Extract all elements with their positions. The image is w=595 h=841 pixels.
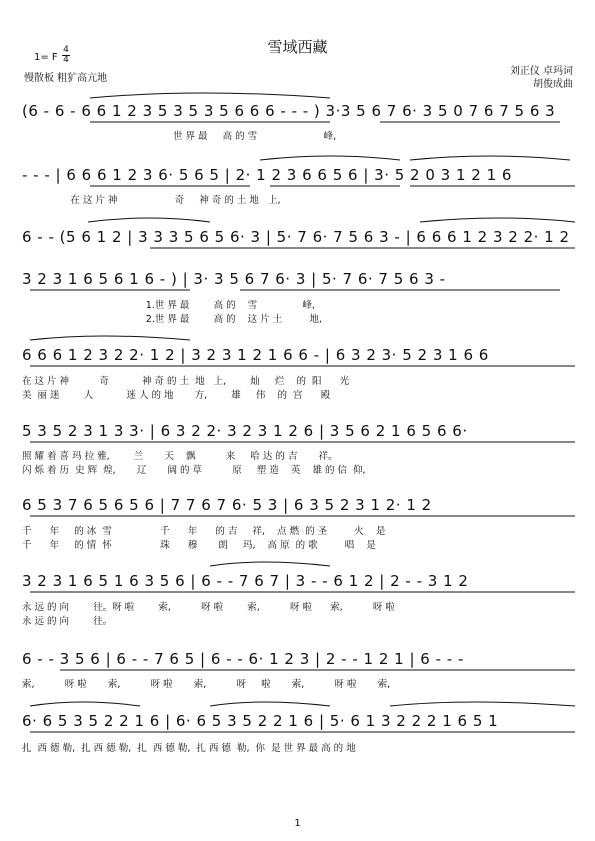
stave-5-lyrics-1: 在 这 片 神 奇 神 奇 的 土 地 上, 灿 烂 的 阳 光 (22, 376, 350, 387)
page-number: 1 (294, 818, 301, 829)
meter-top: 4 (63, 45, 69, 55)
stave-6-lyrics-1: 照 耀 着 喜 玛 拉 雅, 兰 天 飘 来 哈 达 的 吉 祥。 (22, 451, 338, 462)
stave-8-notes: 3 2 3 1 6 5 1 6 3 5 6 | 6 - - 7 6 7 | 3 - - 6 1 2 | 2 - - 3 1 2 (22, 572, 469, 590)
stave-10-lyrics: 扎 西 德 勒, 扎 西 德 勒, 扎 西 德 勒, 扎 西 德 勒, 你 是 世 界 最 高 的 地 (22, 743, 356, 754)
slur-mark (210, 562, 330, 566)
key-signature: 1= F (34, 52, 58, 63)
stave-9-lyrics: 索, 呀 啦 索, 呀 啦 索, 呀 啦 索, 呀 啦 索, (22, 679, 391, 690)
slur-mark (30, 336, 190, 340)
slur-mark (88, 218, 210, 222)
stave-5-notes: 6 6 6 1 2 3 2 2· 1 2 | 3 2 3 1 2 1 6 6 - | 6 3 2 3· 5 2 3 1 6 6 (22, 346, 489, 364)
composer-credit: 胡俊成曲 (533, 79, 573, 90)
slur-mark (30, 702, 140, 706)
stave-6-notes: 5 3 5 2 3 1 3 3· | 6 3 2 2· 3 2 3 1 2 6 | 3 5 6 2 1 6 5 6 6· (22, 422, 468, 440)
slur-mark (390, 702, 575, 706)
page-title: 雪域西藏 (267, 38, 328, 56)
slur-mark (210, 702, 330, 706)
tempo-marking: 慢散板 粗犷高亢地 (24, 73, 108, 84)
stave-8-lyrics-1: 永 远 的 向 往。呀 啦 索, 呀 啦 索, 呀 啦 索, 呀 啦 (22, 602, 395, 613)
stave-10-notes: 6· 6 5 3 5 2 2 1 6 | 6· 6 5 3 5 2 2 1 6 | 5· 6 1 3 2 2 2 1 6 5 1 (22, 712, 499, 730)
stave-4-lyrics-2: 2.世 界 最 高 的 这 片 土 地, (22, 314, 322, 325)
stave-1-lyrics: 世 界 最 高 的 雪 峰, (22, 131, 337, 142)
stave-8-lyrics-2: 永 远 的 向 往。 (22, 616, 113, 627)
stave-3-notes: 6 - - (5 6 1 2 | 3 3 3 5 6 5 6· 3 | 5· 7 6· 7 5 6 3 - | 6 6 6 1 2 3 2 2· 1 2 (22, 228, 570, 246)
slur-mark (90, 93, 330, 98)
stave-4-lyrics-1: 1.世 界 最 高 的 雪 峰, (22, 300, 315, 311)
stave-1-notes: (6 - 6 - 6 6 1 2 3 5 3 5 3 5 6 6 6 - - - ) 3·3 5 6 7 6· 3 5 0 7 6 7 5 6 3 (22, 102, 556, 120)
slur-mark (410, 156, 570, 160)
meter-bottom: 4 (63, 55, 69, 65)
stave-4-notes: 3 2 3 1 6 5 6 1 6 - ) | 3· 3 5 6 7 6· 3 | 5· 7 6· 7 5 6 3 - (22, 270, 446, 288)
stave-9-notes: 6 - - 3 5 6 | 6 - - 7 6 5 | 6 - - 6· 1 2 3 | 2 - - 1 2 1 | 6 - - - (22, 650, 464, 668)
stave-2-notes: - - - | 6 6 6 1 2 3 6· 5 6 5 | 2· 1 2 3 6 6 5 6 | 3· 5 2 0 3 1 2 1 6 (22, 166, 512, 184)
slur-mark (260, 156, 400, 160)
stave-7-lyrics-2: 千 年 的 情 怀 珠 穆 朗 玛, 高 原 的 歌 唱 是 (22, 540, 376, 551)
slur-mark (420, 218, 575, 222)
stave-7-lyrics-1: 千 年 的 冰 雪 千 年 的 吉 祥, 点 燃 的 圣 火 是 (22, 526, 386, 537)
stave-7-notes: 6 5 3 7 6 5 6 5 6 | 7 7 6 7 6· 5 3 | 6 3 5 2 3 1 2· 1 2 (22, 496, 432, 514)
stave-6-lyrics-2: 闪 烁 着 历 史 辉 煌, 辽 阔 的 草 原 塑 造 英 雄 的 信 仰, (22, 465, 366, 476)
stave-5-lyrics-2: 美 丽 迷 人 迷 人 的 地 方, 雄 伟 的 宫 殿 (22, 390, 331, 401)
lyricist-credit: 刘正仪 卓玛词 (509, 66, 573, 77)
stave-2-lyrics: 在 这 片 神 奇 神 奇 的 土 地 上, (22, 195, 281, 206)
